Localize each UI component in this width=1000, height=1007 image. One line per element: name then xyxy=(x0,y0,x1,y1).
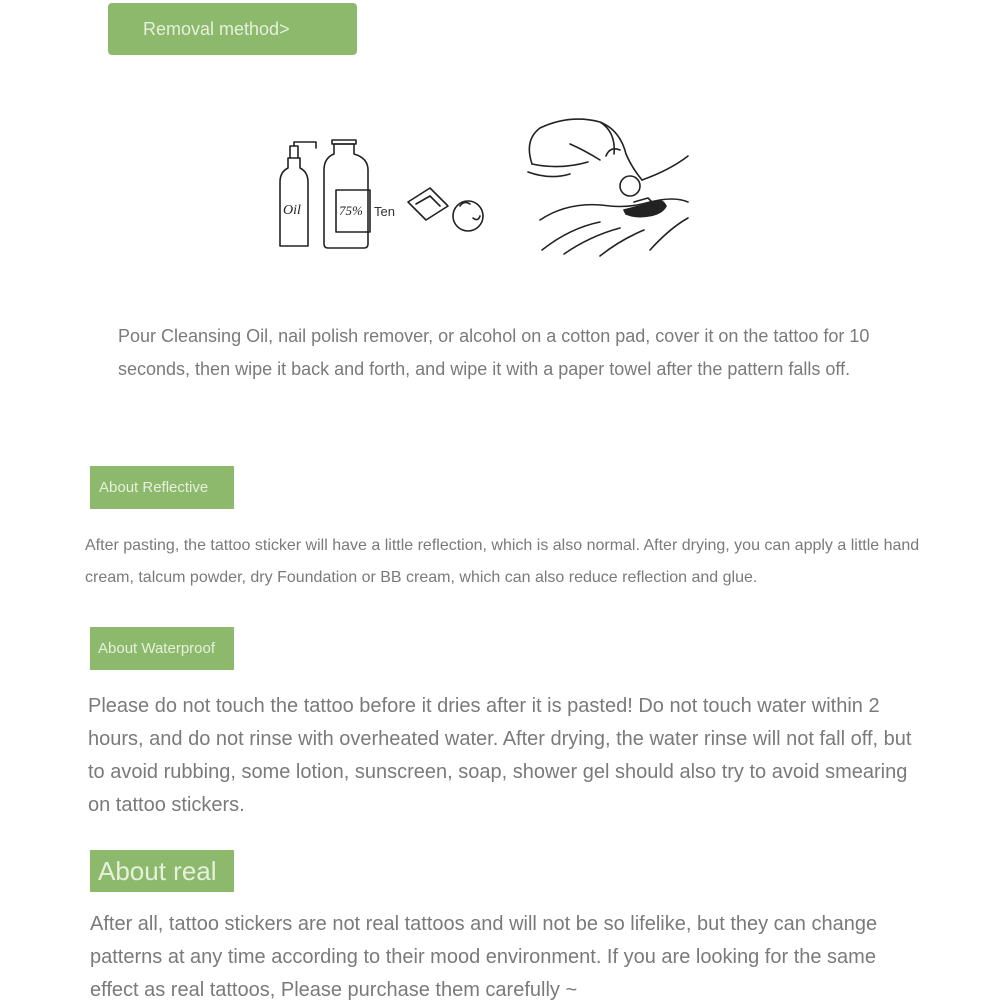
about-real-label xyxy=(90,850,234,892)
about-waterproof-label xyxy=(90,627,234,670)
about-waterproof-label-text: About Waterproof xyxy=(98,640,216,657)
ten-label: Ten xyxy=(374,204,395,219)
cotton-ball-icon xyxy=(453,201,483,231)
oil-label: Oil xyxy=(283,203,301,218)
alcohol-bottle-icon xyxy=(324,140,370,248)
about-reflective-label xyxy=(90,466,234,509)
cotton-pad-icon xyxy=(408,188,448,220)
removal-illustration xyxy=(270,110,700,260)
removal-method-label xyxy=(108,3,357,55)
removal-method-label-text: Removal method> xyxy=(143,18,290,39)
about-reflective-label-text: About Reflective xyxy=(99,479,209,496)
reflective-description: After pasting, the tattoo sticker will have a little reflection, which is also normal. After drying, you can apply a little hand cream, talcum powder, dry Foundation or BB cream, which can also reduce reflection and glue. xyxy=(85,537,920,586)
waterproof-description: Please do not touch the tattoo before it dries after it is pasted! Do not touch water within 2 hours, and do not rinse with overheated water. After drying, the water rinse will not fall off, but to avoid rubbing, some lotion, sunscreen, soap, shower gel should also try to avoid smearing on tattoo stickers. xyxy=(88,695,912,816)
oil-bottle-icon xyxy=(280,142,316,246)
about-real-label-text: About real xyxy=(98,855,217,886)
alcohol-label: 75% xyxy=(339,203,363,218)
hands-wiping-icon xyxy=(528,119,688,256)
removal-description: Pour Cleansing Oil, nail polish remover, or alcohol on a cotton pad, cover it on the tattoo for 10 seconds, then wipe it back and forth, and wipe it with a paper towel after the pattern falls off. xyxy=(118,326,870,379)
real-description: After all, tattoo stickers are not real tattoos and will not be so lifelike, but they can change patterns at any time according to their mood environment. If you are looking for the same effect as real tattoos, Please purchase them carefully ~ xyxy=(90,913,878,1001)
